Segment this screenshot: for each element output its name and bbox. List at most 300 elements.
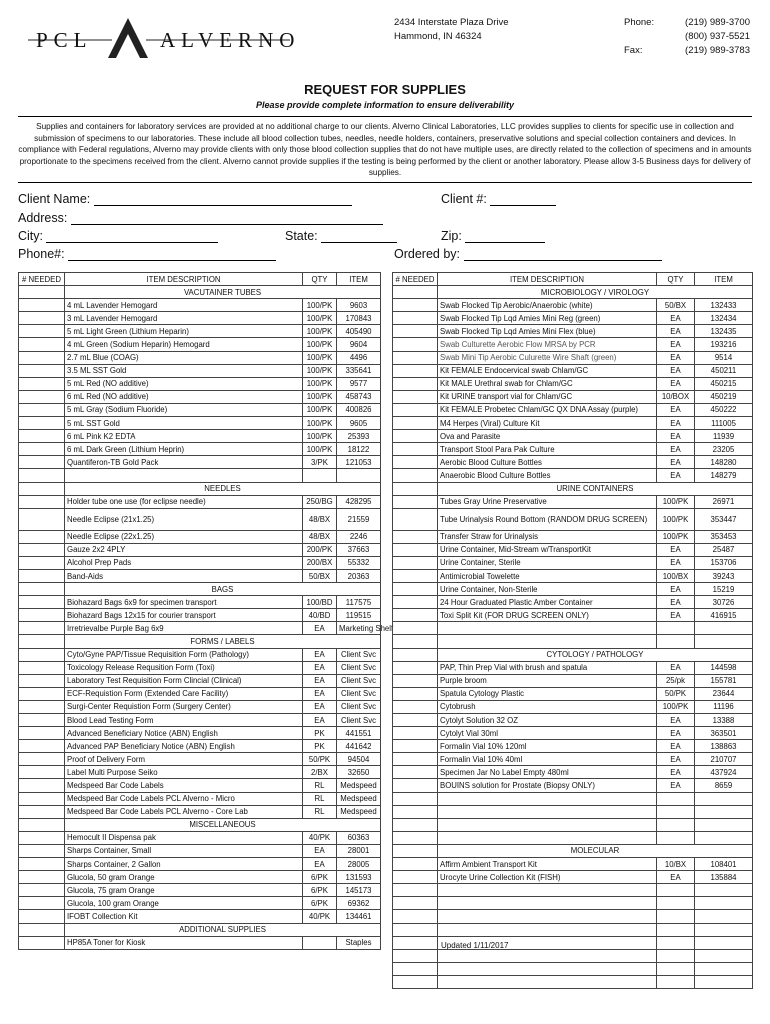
empty-cell xyxy=(438,635,657,648)
item-qty: 100/PK xyxy=(657,508,695,530)
needed-cell[interactable] xyxy=(393,897,438,910)
item-qty: 100/PK xyxy=(303,299,337,312)
supply-item-row xyxy=(393,727,753,740)
item-qty: 6/PK xyxy=(303,884,337,897)
needed-cell[interactable] xyxy=(393,936,438,949)
supply-item-row xyxy=(393,312,753,325)
updated-date: Updated 1/11/2017 xyxy=(441,941,509,950)
needed-quantity-input[interactable] xyxy=(393,443,438,456)
needed-quantity-input[interactable] xyxy=(19,456,65,469)
item-description: Urocyte Urine Collection Kit (FISH) xyxy=(438,871,657,884)
empty-row xyxy=(393,923,753,936)
ordered-by-input[interactable] xyxy=(464,248,662,261)
needed-cell[interactable] xyxy=(393,831,438,844)
needed-cell[interactable] xyxy=(393,792,438,805)
needed-quantity-input[interactable] xyxy=(19,364,65,377)
supply-item-row xyxy=(393,779,753,792)
needed-cell[interactable] xyxy=(393,635,438,648)
needed-quantity-input[interactable] xyxy=(19,831,65,844)
intro-paragraph: Supplies and containers for laboratory services are provided at no additional charge to our clients. Alverno Clinical Laboratories, LLC provides supplies to clients for specific use in collection and submission of specimens to our laboratories. These include all blood collection tubes, needles, needle holders, containers, preservative solutions and special collection containers and devices. In compliance with Federal regulations, Alverno may provide clients with only those blood collection supplies that do not have multiple uses, are directly related to the collection of specimens and in amounts proportionate to the specimens received from the client. Alverno cannot provide supplies if the testing is being performed by the client or another laboratory. Please allow 3-5 Business days for delivery of supplies. xyxy=(18,122,752,177)
item-description: Purple broom xyxy=(438,674,657,687)
needed-quantity-input[interactable] xyxy=(19,792,65,805)
supply-item-row xyxy=(19,740,381,753)
item-number: 148279 xyxy=(695,469,753,482)
needed-quantity-input[interactable] xyxy=(19,700,65,713)
item-description: Quantiferon-TB Gold Pack xyxy=(65,456,303,469)
supply-item-row xyxy=(19,727,381,740)
item-qty: EA xyxy=(657,325,695,338)
needed-quantity-input[interactable] xyxy=(393,456,438,469)
needed-quantity-input[interactable] xyxy=(393,779,438,792)
needed-quantity-input[interactable] xyxy=(393,469,438,482)
empty-cell xyxy=(657,635,695,648)
supply-item-row xyxy=(19,377,381,390)
header-qty: QTY xyxy=(303,273,337,286)
item-qty: 50/PK xyxy=(657,687,695,700)
needed-quantity-input[interactable] xyxy=(19,495,65,508)
item-number: 153706 xyxy=(695,556,753,569)
needed-quantity-input[interactable] xyxy=(19,417,65,430)
section-title: ADDITIONAL SUPPLIES xyxy=(65,923,381,936)
supply-item-row xyxy=(19,779,381,792)
needed-quantity-input[interactable] xyxy=(19,312,65,325)
item-qty: 3/PK xyxy=(303,456,337,469)
item-number: Medspeed xyxy=(337,779,381,792)
item-qty: EA xyxy=(303,700,337,713)
item-number: 9604 xyxy=(337,338,381,351)
item-number: 132434 xyxy=(695,312,753,325)
needed-quantity-input[interactable] xyxy=(19,753,65,766)
item-description: Label Multi Purpose Seiko xyxy=(65,766,303,779)
needed-quantity-input[interactable] xyxy=(19,609,65,622)
needed-quantity-input[interactable] xyxy=(393,596,438,609)
item-number: 11196 xyxy=(695,700,753,713)
supply-item-row xyxy=(393,858,753,871)
item-qty: EA xyxy=(657,417,695,430)
item-qty: 200/BX xyxy=(303,556,337,569)
supply-item-row xyxy=(393,766,753,779)
item-number: 8659 xyxy=(695,779,753,792)
needed-cell[interactable] xyxy=(393,975,438,988)
needed-quantity-input[interactable] xyxy=(19,569,65,582)
item-qty: 100/PK xyxy=(303,312,337,325)
supply-item-row xyxy=(19,609,381,622)
needed-quantity-input[interactable] xyxy=(19,687,65,700)
needed-quantity-input[interactable] xyxy=(393,338,438,351)
section-header-row xyxy=(19,923,381,936)
needed-cell[interactable] xyxy=(19,482,65,495)
needed-quantity-input[interactable] xyxy=(19,543,65,556)
item-description: Specimen Jar No Label Empty 480ml xyxy=(438,766,657,779)
item-description: Glucola, 75 gram Orange xyxy=(65,884,303,897)
needed-quantity-input[interactable] xyxy=(19,351,65,364)
needed-quantity-input[interactable] xyxy=(19,556,65,569)
item-description: Alcohol Prep Pads xyxy=(65,556,303,569)
needed-quantity-input[interactable] xyxy=(393,543,438,556)
needed-quantity-input[interactable] xyxy=(393,583,438,596)
item-description: Swab Flocked Tip Lqd Amies Mini Reg (green) xyxy=(438,312,657,325)
needed-quantity-input[interactable] xyxy=(393,687,438,700)
empty-cell xyxy=(695,622,753,635)
item-qty: 100/PK xyxy=(303,377,337,390)
item-number: 9514 xyxy=(695,351,753,364)
item-description: Holder tube one use (for eclipse needle) xyxy=(65,495,303,508)
needed-quantity-input[interactable] xyxy=(19,325,65,338)
city-input[interactable] xyxy=(46,230,218,243)
item-qty: EA xyxy=(657,312,695,325)
item-qty: 48/BX xyxy=(303,508,337,530)
item-number: 55332 xyxy=(337,556,381,569)
item-qty: PK xyxy=(303,740,337,753)
phone-field[interactable] xyxy=(18,247,276,261)
needed-quantity-input[interactable] xyxy=(393,508,438,530)
empty-cell xyxy=(65,469,303,482)
divider-top xyxy=(18,116,752,117)
item-qty: 50/PK xyxy=(303,753,337,766)
needed-quantity-input[interactable] xyxy=(19,858,65,871)
item-description: Tubes Gray Urine Preservative xyxy=(438,495,657,508)
supply-item-row xyxy=(19,443,381,456)
item-description: Cyto/Gyne PAP/Tissue Requisition Form (Pathology) xyxy=(65,648,303,661)
needed-cell[interactable] xyxy=(19,286,65,299)
needed-quantity-input[interactable] xyxy=(393,377,438,390)
supply-item-row xyxy=(19,338,381,351)
item-number: 145173 xyxy=(337,884,381,897)
item-description: Advanced Beneficiary Notice (ABN) English xyxy=(65,727,303,740)
needed-quantity-input[interactable] xyxy=(19,648,65,661)
item-qty: EA xyxy=(657,403,695,416)
empty-cell xyxy=(438,831,657,844)
needed-quantity-input[interactable] xyxy=(393,430,438,443)
item-number: 335641 xyxy=(337,364,381,377)
item-description: Tube Urinalysis Round Bottom (RANDOM DRUG SCREEN) xyxy=(438,508,657,530)
supply-item-row xyxy=(393,443,753,456)
section-title: CYTOLOGY / PATHOLOGY xyxy=(438,648,753,661)
empty-cell xyxy=(695,910,753,923)
needed-cell[interactable] xyxy=(19,635,65,648)
supply-item-row xyxy=(393,700,753,713)
item-description: Hemocult II Dispensa pak xyxy=(65,831,303,844)
needed-cell[interactable] xyxy=(393,844,438,857)
section-header-row xyxy=(19,818,381,831)
header-item: ITEM xyxy=(337,273,381,286)
needed-cell[interactable] xyxy=(393,482,438,495)
item-number: 11939 xyxy=(695,430,753,443)
address-field[interactable] xyxy=(18,211,383,225)
item-description: 5 mL Red (NO additive) xyxy=(65,377,303,390)
item-description: Glucola, 50 gram Orange xyxy=(65,871,303,884)
empty-cell xyxy=(695,975,753,988)
needed-quantity-input[interactable] xyxy=(19,508,65,530)
item-qty: 2/BX xyxy=(303,766,337,779)
empty-cell xyxy=(695,818,753,831)
item-number: 111005 xyxy=(695,417,753,430)
supply-item-row xyxy=(393,530,753,543)
needed-quantity-input[interactable] xyxy=(393,390,438,403)
client-number-label: Client #: xyxy=(441,192,487,206)
needed-cell[interactable] xyxy=(19,818,65,831)
item-description: Cytolyt Vial 30ml xyxy=(438,727,657,740)
item-description: BOUINS solution for Prostate (Biopsy ONLY) xyxy=(438,779,657,792)
empty-cell xyxy=(438,910,657,923)
divider-bottom xyxy=(18,182,752,183)
item-description: Formalin Vial 10% 120ml xyxy=(438,740,657,753)
item-qty xyxy=(303,936,337,949)
needed-cell[interactable] xyxy=(393,923,438,936)
supply-item-row xyxy=(19,495,381,508)
supply-item-row xyxy=(393,569,753,582)
needed-cell[interactable] xyxy=(393,949,438,962)
ordered-by-field[interactable] xyxy=(394,247,662,261)
section-title: MOLECULAR xyxy=(438,844,753,857)
section-header-row xyxy=(19,286,381,299)
needed-quantity-input[interactable] xyxy=(393,364,438,377)
needed-quantity-input[interactable] xyxy=(393,569,438,582)
item-qty: EA xyxy=(657,753,695,766)
empty-cell xyxy=(337,469,381,482)
item-description: Transfer Straw for Urinalysis xyxy=(438,530,657,543)
needed-quantity-input[interactable] xyxy=(393,403,438,416)
needed-quantity-input[interactable] xyxy=(393,312,438,325)
needed-quantity-input[interactable] xyxy=(19,530,65,543)
needed-quantity-input[interactable] xyxy=(19,805,65,818)
state-input[interactable] xyxy=(321,230,397,243)
needed-quantity-input[interactable] xyxy=(19,714,65,727)
empty-cell xyxy=(695,949,753,962)
needed-cell[interactable] xyxy=(393,648,438,661)
item-number: 441642 xyxy=(337,740,381,753)
needed-quantity-input[interactable] xyxy=(19,661,65,674)
empty-cell xyxy=(438,975,657,988)
item-description: Antimicrobial Towelette xyxy=(438,569,657,582)
needed-quantity-input[interactable] xyxy=(19,430,65,443)
item-number: 9603 xyxy=(337,299,381,312)
needed-cell[interactable] xyxy=(393,962,438,975)
empty-cell xyxy=(438,897,657,910)
needed-quantity-input[interactable] xyxy=(19,674,65,687)
section-title: VACUTAINER TUBES xyxy=(65,286,381,299)
table-header-row xyxy=(19,273,381,286)
empty-row xyxy=(393,975,753,988)
supply-item-row xyxy=(393,495,753,508)
section-title: MISCELLANEOUS xyxy=(65,818,381,831)
item-qty: 100/BX xyxy=(657,569,695,582)
item-number: 138863 xyxy=(695,740,753,753)
item-number: 155781 xyxy=(695,674,753,687)
needed-quantity-input[interactable] xyxy=(393,674,438,687)
item-description: Aerobic Blood Culture Bottles xyxy=(438,456,657,469)
needed-cell[interactable] xyxy=(393,884,438,897)
item-qty: 100/PK xyxy=(303,364,337,377)
item-number: Client Svc xyxy=(337,687,381,700)
item-number: 135884 xyxy=(695,871,753,884)
item-description: Cytobrush xyxy=(438,700,657,713)
needed-quantity-input[interactable] xyxy=(393,871,438,884)
supply-item-row xyxy=(19,700,381,713)
needed-quantity-input[interactable] xyxy=(19,727,65,740)
empty-row xyxy=(393,792,753,805)
needed-cell[interactable] xyxy=(19,469,65,482)
client-name-input[interactable] xyxy=(94,193,352,206)
item-qty: EA xyxy=(303,648,337,661)
address-input[interactable] xyxy=(71,212,383,225)
item-description: Urine Container, Mid-Stream w/TransportKit xyxy=(438,543,657,556)
needed-cell[interactable] xyxy=(393,818,438,831)
header-needed: # NEEDED xyxy=(393,273,438,286)
needed-quantity-input[interactable] xyxy=(19,377,65,390)
needed-quantity-input[interactable] xyxy=(19,871,65,884)
needed-quantity-input[interactable] xyxy=(19,338,65,351)
supply-item-row xyxy=(19,622,381,635)
needed-quantity-input[interactable] xyxy=(393,495,438,508)
needed-quantity-input[interactable] xyxy=(393,351,438,364)
item-number: 441551 xyxy=(337,727,381,740)
needed-quantity-input[interactable] xyxy=(393,766,438,779)
city-field[interactable] xyxy=(18,229,218,243)
empty-cell xyxy=(657,910,695,923)
supply-item-row xyxy=(393,508,753,530)
needed-quantity-input[interactable] xyxy=(19,936,65,949)
needed-quantity-input[interactable] xyxy=(19,884,65,897)
supply-item-row xyxy=(19,596,381,609)
address-label: Address: xyxy=(18,211,68,225)
client-name-field[interactable] xyxy=(18,192,352,206)
needed-cell[interactable] xyxy=(393,805,438,818)
item-description: Ova and Parasite xyxy=(438,430,657,443)
empty-cell xyxy=(657,884,695,897)
client-number-input[interactable] xyxy=(490,193,556,206)
empty-row xyxy=(393,622,753,635)
needed-quantity-input[interactable] xyxy=(19,622,65,635)
client-number-field[interactable] xyxy=(441,192,556,206)
item-qty: 10/BOX xyxy=(657,390,695,403)
item-description: Surgi-Center Requistion Form (Surgery Center) xyxy=(65,700,303,713)
empty-row xyxy=(393,949,753,962)
needed-quantity-input[interactable] xyxy=(393,417,438,430)
item-description: Medspeed Bar Code Labels PCL Alverno - Core Lab xyxy=(65,805,303,818)
needed-quantity-input[interactable] xyxy=(393,530,438,543)
zip-input[interactable] xyxy=(465,230,545,243)
needed-quantity-input[interactable] xyxy=(19,897,65,910)
needed-cell[interactable] xyxy=(19,923,65,936)
item-number: 353453 xyxy=(695,530,753,543)
needed-quantity-input[interactable] xyxy=(393,325,438,338)
needed-cell[interactable] xyxy=(393,910,438,923)
supply-item-row xyxy=(393,596,753,609)
item-description: 2.7 mL Blue (COAG) xyxy=(65,351,303,364)
section-title: URINE CONTAINERS xyxy=(438,482,753,495)
needed-quantity-input[interactable] xyxy=(393,661,438,674)
supply-item-row xyxy=(19,884,381,897)
section-title: BAGS xyxy=(65,583,381,596)
item-number: 458743 xyxy=(337,390,381,403)
needed-quantity-input[interactable] xyxy=(393,299,438,312)
table-header-row xyxy=(393,273,753,286)
needed-quantity-input[interactable] xyxy=(393,740,438,753)
item-description: Biohazard Bags 6x9 for specimen transport xyxy=(65,596,303,609)
zip-field[interactable] xyxy=(441,229,545,243)
supply-item-row xyxy=(393,390,753,403)
supply-item-row xyxy=(19,351,381,364)
item-number: 37663 xyxy=(337,543,381,556)
supply-item-row xyxy=(393,871,753,884)
supply-item-row xyxy=(393,674,753,687)
needed-quantity-input[interactable] xyxy=(19,443,65,456)
item-qty: EA xyxy=(657,377,695,390)
supply-item-row xyxy=(19,648,381,661)
supply-item-row xyxy=(19,299,381,312)
needed-quantity-input[interactable] xyxy=(19,844,65,857)
needed-cell[interactable] xyxy=(393,286,438,299)
item-number: 18122 xyxy=(337,443,381,456)
item-description: ECF-Requistion Form (Extended Care Facility) xyxy=(65,687,303,700)
needed-quantity-input[interactable] xyxy=(19,766,65,779)
item-qty: EA xyxy=(657,469,695,482)
item-description: Kit URINE transport vial for Chlam/GC xyxy=(438,390,657,403)
needed-quantity-input[interactable] xyxy=(19,779,65,792)
item-number: 134461 xyxy=(337,910,381,923)
needed-cell[interactable] xyxy=(19,583,65,596)
item-qty: EA xyxy=(657,364,695,377)
empty-cell xyxy=(695,936,753,949)
zip-label: Zip: xyxy=(441,229,462,243)
item-qty: EA xyxy=(303,858,337,871)
item-number: Medspeed xyxy=(337,805,381,818)
needed-quantity-input[interactable] xyxy=(393,556,438,569)
empty-cell xyxy=(303,469,337,482)
empty-row xyxy=(393,910,753,923)
lab-address xyxy=(394,16,509,44)
state-field[interactable] xyxy=(285,229,397,243)
item-number: 28005 xyxy=(337,858,381,871)
item-qty: EA xyxy=(657,338,695,351)
needed-quantity-input[interactable] xyxy=(19,390,65,403)
needed-quantity-input[interactable] xyxy=(19,910,65,923)
item-qty: 200/PK xyxy=(303,543,337,556)
item-number: Client Svc xyxy=(337,648,381,661)
item-description: Irretrievalbe Purple Bag 6x9 xyxy=(65,622,303,635)
needed-cell[interactable] xyxy=(393,622,438,635)
needed-quantity-input[interactable] xyxy=(393,753,438,766)
needed-quantity-input[interactable] xyxy=(393,727,438,740)
city-label: City: xyxy=(18,229,43,243)
item-number: 28001 xyxy=(337,844,381,857)
right-supplies-table xyxy=(392,272,753,989)
needed-quantity-input[interactable] xyxy=(19,740,65,753)
ordered-by-label: Ordered by: xyxy=(394,247,461,261)
empty-cell xyxy=(438,792,657,805)
needed-quantity-input[interactable] xyxy=(393,700,438,713)
item-description: Urine Container, Non-Sterile xyxy=(438,583,657,596)
supply-item-row xyxy=(19,831,381,844)
section-title: FORMS / LABELS xyxy=(65,635,381,648)
needed-quantity-input[interactable] xyxy=(393,609,438,622)
empty-row xyxy=(393,897,753,910)
supply-item-row xyxy=(19,556,381,569)
empty-cell xyxy=(438,923,657,936)
address-line-2: Hammond, IN 46324 xyxy=(394,31,482,42)
item-qty: RL xyxy=(303,779,337,792)
needed-quantity-input[interactable] xyxy=(19,596,65,609)
phone-input[interactable] xyxy=(68,248,276,261)
needed-quantity-input[interactable] xyxy=(19,299,65,312)
item-description: Kit FEMALE Endocervical swab Chlam/GC xyxy=(438,364,657,377)
needed-quantity-input[interactable] xyxy=(393,714,438,727)
supply-item-row xyxy=(393,299,753,312)
needed-quantity-input[interactable] xyxy=(19,403,65,416)
needed-quantity-input[interactable] xyxy=(393,858,438,871)
item-description: Toxi Split Kit (FOR DRUG SCREEN ONLY) xyxy=(438,609,657,622)
